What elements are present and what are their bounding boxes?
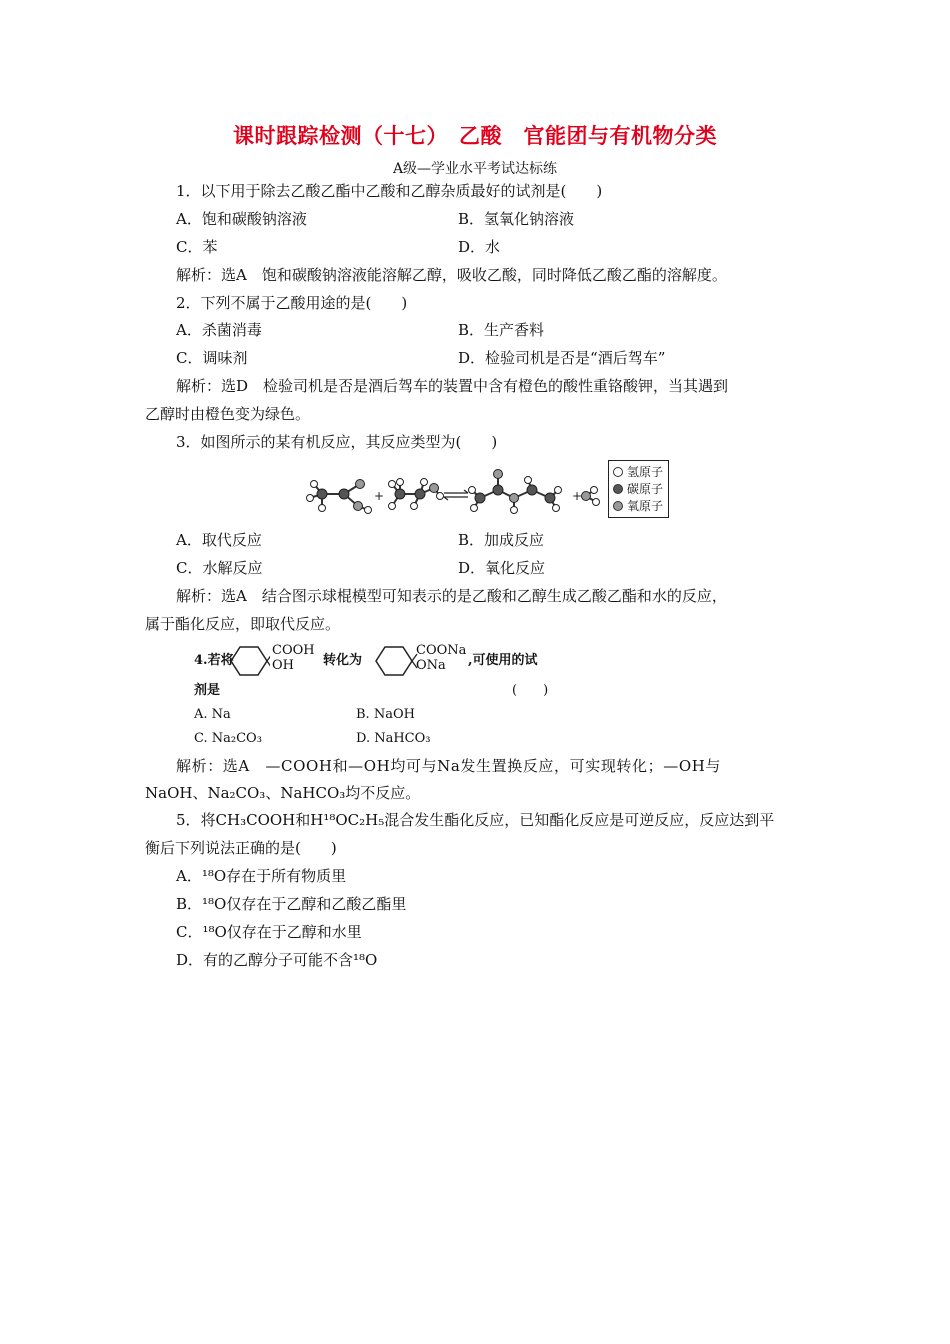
q2-option-c: C．调味剂 — [176, 349, 248, 367]
q5-option-b: B．¹⁸O仅存在于乙醇和乙酸乙酯里 — [176, 895, 407, 913]
q4-answer-paren: ( ) — [512, 683, 549, 698]
legend-oxygen — [613, 497, 668, 514]
q5-stem-line2: 衡后下列说法正确的是( ) — [145, 839, 337, 857]
q4-option-b: B. NaOH — [356, 707, 415, 722]
page-title: 课时跟踪检测（十七） 乙酸 官能团与有机物分类 — [233, 124, 717, 148]
q1-option-c: C．苯 — [176, 238, 218, 256]
reaction-ball-stick-diagram — [300, 458, 610, 520]
q2-option-b: B．生产香料 — [458, 321, 545, 339]
q4-analysis-line1: 解析：选A —COOH和—OH均可与Na发生置换反应，可实现转化；—OH与 — [176, 757, 722, 775]
q1-option-a: A．饱和碳酸钠溶液 — [176, 210, 307, 228]
q1-option-d: D．水 — [458, 238, 501, 256]
q4-mid: 转化为 — [323, 653, 363, 668]
q3-analysis-line1: 解析：选A 结合图示球棍模型可知表示的是乙酸和乙醇生成乙酸乙酯和水的反应， — [176, 587, 727, 605]
q5-option-a: A．¹⁸O存在于所有物质里 — [176, 867, 347, 885]
hydrogen-dot-icon — [613, 467, 623, 477]
q4-lead: 4.若将 — [194, 653, 234, 668]
legend-carbon-label: 碳原子 — [627, 482, 664, 496]
q4-group2-bottom: ONa — [416, 658, 446, 673]
q3-option-b: B．加成反应 — [458, 531, 545, 549]
q4-line2: 剂是 — [194, 683, 221, 698]
q4-group2-top: COONa — [416, 643, 467, 658]
q4-option-d: D. NaHCO₃ — [356, 731, 431, 746]
legend-hydrogen-label: 氢原子 — [627, 465, 664, 479]
q3-analysis-line2: 属于酯化反应，即取代反应。 — [145, 615, 341, 633]
q4-option-a: A. Na — [194, 707, 231, 722]
q4-option-c: C. Na₂CO₃ — [194, 731, 262, 746]
q4-tail: ,可使用的试 — [468, 653, 538, 668]
q4-analysis-line2: NaOH、Na₂CO₃、NaHCO₃均不反应。 — [145, 784, 421, 802]
q1-analysis: 解析：选A 饱和碳酸钠溶液能溶解乙醇，吸收乙酸，同时降低乙酸乙酯的溶解度。 — [176, 266, 727, 284]
svg-text:+: + — [572, 489, 583, 503]
oxygen-dot-icon — [613, 501, 623, 511]
q5-option-c: C．¹⁸O仅存在于乙醇和水里 — [176, 923, 362, 941]
q2-option-d: D．检验司机是否是“酒后驾车” — [458, 349, 666, 367]
q4-group1-bottom: OH — [272, 658, 294, 673]
legend-hydrogen — [613, 463, 668, 480]
q4-group1-top: COOH — [272, 643, 315, 658]
benzene-ring-icon — [375, 644, 419, 678]
legend-oxygen-label: 氧原子 — [627, 499, 664, 513]
q2-analysis-line2: 乙醇时由橙色变为绿色。 — [145, 405, 311, 423]
section-subtitle: A级—学业水平考试达标练 — [392, 161, 558, 177]
q3-option-d: D．氧化反应 — [458, 559, 546, 577]
q5-option-d: D．有的乙醇分子可能不含¹⁸O — [176, 951, 378, 969]
q2-stem: 2．下列不属于乙酸用途的是( ) — [176, 294, 408, 312]
q2-analysis-line1: 解析：选D 检验司机是否是酒后驾车的装置中含有橙色的酸性重铬酸钾，当其遇到 — [176, 377, 729, 395]
q1-option-b: B．氢氧化钠溶液 — [458, 210, 575, 228]
svg-text:+: + — [374, 489, 385, 503]
atom-legend — [608, 460, 669, 518]
legend-carbon — [613, 480, 668, 497]
q1-stem: 1．以下用于除去乙酸乙酯中乙酸和乙醇杂质最好的试剂是( ) — [176, 182, 603, 200]
q3-stem: 3．如图所示的某有机反应，其反应类型为( ) — [176, 433, 498, 451]
q3-option-a: A．取代反应 — [176, 531, 262, 549]
q3-option-c: C．水解反应 — [176, 559, 263, 577]
carbon-dot-icon — [613, 484, 623, 494]
q5-stem-line1: 5．将CH₃COOH和H¹⁸OC₂H₅混合发生酯化反应，已知酯化反应是可逆反应，反应达到平 — [176, 811, 775, 829]
benzene-ring-icon — [230, 644, 270, 678]
q2-option-a: A．杀菌消毒 — [176, 321, 262, 339]
